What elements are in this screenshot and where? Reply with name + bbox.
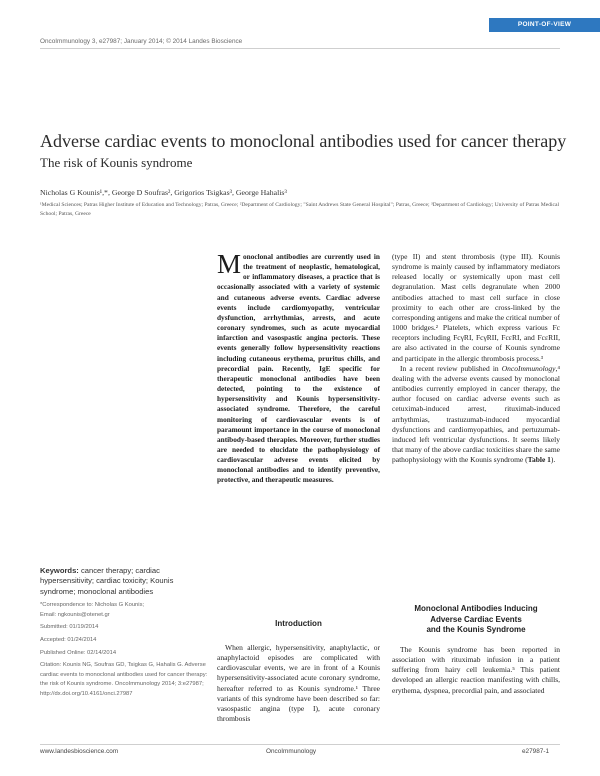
accepted-date: Accepted: 01/24/2014 — [40, 637, 97, 643]
article-type-badge — [489, 18, 600, 32]
body-paragraph: The Kounis syndrome has been reported in association with rituximab infusion in a patient suffering from hairy cell leukemia.⁵ This patient developed an allergic reaction manifesting with chills, erythema, dyspnea, precordial pain, and associated — [392, 645, 560, 695]
body-paragraph: (type II) and stent thrombosis (type III). Kounis syndrome is mainly caused by inflammatory mediators released locally or systemically upon mast cell degranulation. Mast cells degranulate when 2000 antibodies attached to mast cell surface in close proximity to each other are cross-linked by the corresponding antigens and make the critical number of 1000 bridges.² Platelets, which express various Fc receptors including FcγRI, FcγRII, FcεRI, and FcεRII, are also activated in the course of Kounis syndrome and participate in the allergic thrombosis process.³ — [392, 252, 560, 363]
keywords-list: cancer therapy; cardiac hypersensitivity; cardiac toxicity; Kounis syndrome; monoclonal antibodies — [40, 566, 174, 596]
footer-website[interactable]: www.landesbioscience.com — [40, 748, 119, 755]
author-affiliations: ¹Medical Sciences; Patras Higher Institute of Education and Technology; Patras, Greece; ²Department of Cardiology; "Saint Andrews State General Hospital"; Patras, Greece; ³Department of Cardiology; University of Patras Medical School; Patras, Greece — [40, 202, 560, 218]
abstract-text: onoclonal antibodies are currently used in the treatment of neoplastic, hematological, or inflammatory diseases, a practice that is occasionally associated with a variety of systemic and cutaneous adverse events. Cardiac adverse events include cardiomyopathy, ventricular dysfunction, arrhythmias, arrests, and acute coronary syndromes, such as acute myocardial infarction and vasospastic angina pectoris. These events generally follow hypersensitivity reactions including cutaneous erythema, pruritus chills, and precordial pain. Recently, IgE specific for therapeutic monoclonal antibodies have been detected, pointing to the existence of hypersensitivity and Kounis hypersensitivity-associated syndrome. Therefore, the careful monitoring of cardiovascular events is of paramount importance in the course of monoclonal antibody-based therapies. Moreover, further studies are needed to elucidate the pathophysiology of cardiovascular adverse events elicited by monoclonal antibodies and to identify preventive, protective, and therapeutic measures. — [217, 252, 380, 485]
keywords-label: Keywords: — [40, 566, 79, 575]
article-metadata — [40, 601, 210, 699]
correspondence-email[interactable]: Email: ngkounis@otenet.gr — [40, 611, 110, 618]
keywords — [40, 566, 210, 597]
journal-name: OncoImmunology — [501, 363, 556, 373]
footer-page-number: e27987-1 — [522, 748, 550, 755]
article-subtitle: The risk of Kounis syndrome — [40, 155, 193, 170]
submitted-date: Submitted: 01/19/2014 — [40, 624, 99, 631]
body-paragraph: In a recent review published in OncoImmunology,⁴ dealing with the adverse events caused by monoclonal antibodies currently employed in cancer therapy, the author focused on cardiac adverse events such as cetuximab-induced arrest, rituximab-induced arrhythmias, trastuzumab-induced myocardial dysfunctions and cardiomyopathies, and pertuzumab-induced left ventricular dysfunctions. It seems likely that many of the above cardiac toxicities share the same pathophysiology with the Kounis syndrome (Table 1). — [392, 363, 560, 465]
header-divider — [40, 48, 560, 49]
drop-cap: M — [217, 249, 242, 279]
journal-citation-line: OncoImmunology 3, e27987; January 2014; © 2014 Landes Bioscience — [40, 38, 243, 45]
body-column-right-top — [392, 252, 560, 465]
footer-divider — [40, 744, 560, 745]
body-paragraph: When allergic, hypersensitivity, anaphylactic, or anaphylactoid episodes are complicated with cardiovascular events, we are in front of a Kounis hypersensitivity-associated acute coronary syndrome, hereafter referred to as Kounis syndrome.¹ Three variants of this syndrome have been described so far: vasospastic angina (type I), acute coronary thrombosis — [217, 643, 380, 724]
article-title: Adverse cardiac events to monoclonal antibodies used for cancer therapy — [40, 131, 567, 151]
section-heading-introduction: Introduction — [275, 619, 322, 628]
citation: Citation: Kounis NG, Soufras GD, Tsigkas G, Hahalis G. Adverse cardiac events to monoclonal antibodies used for cancer therapy: the risk of Kounis syndrome. OncoImmunology 2014; 3:e27987; http://dx.doi.org/10.4161/onci.27987 — [40, 662, 208, 697]
section-heading-monoclonal-antibodies: Monoclonal Antibodies Inducing Adverse Cardiac Events and the Kounis Syndrome — [414, 604, 538, 634]
article-sidebar — [40, 566, 210, 700]
article-type-label: POINT-OF-VIEW — [517, 21, 572, 28]
abstract — [217, 249, 380, 486]
author-list: Nicholas G Kounis¹,*, George D Soufras², Grigorios Tsigkas³, George Hahalis³ — [40, 188, 287, 197]
introduction-body — [217, 643, 380, 724]
footer-journal: OncoImmunology — [266, 748, 317, 755]
section2-body — [392, 645, 560, 696]
correspondence: *Correspondence to: Nicholas G Kounis; — [40, 602, 145, 609]
published-date: Published Online: 02/14/2014 — [40, 649, 117, 656]
table-reference-link[interactable]: Table 1 — [527, 455, 551, 465]
